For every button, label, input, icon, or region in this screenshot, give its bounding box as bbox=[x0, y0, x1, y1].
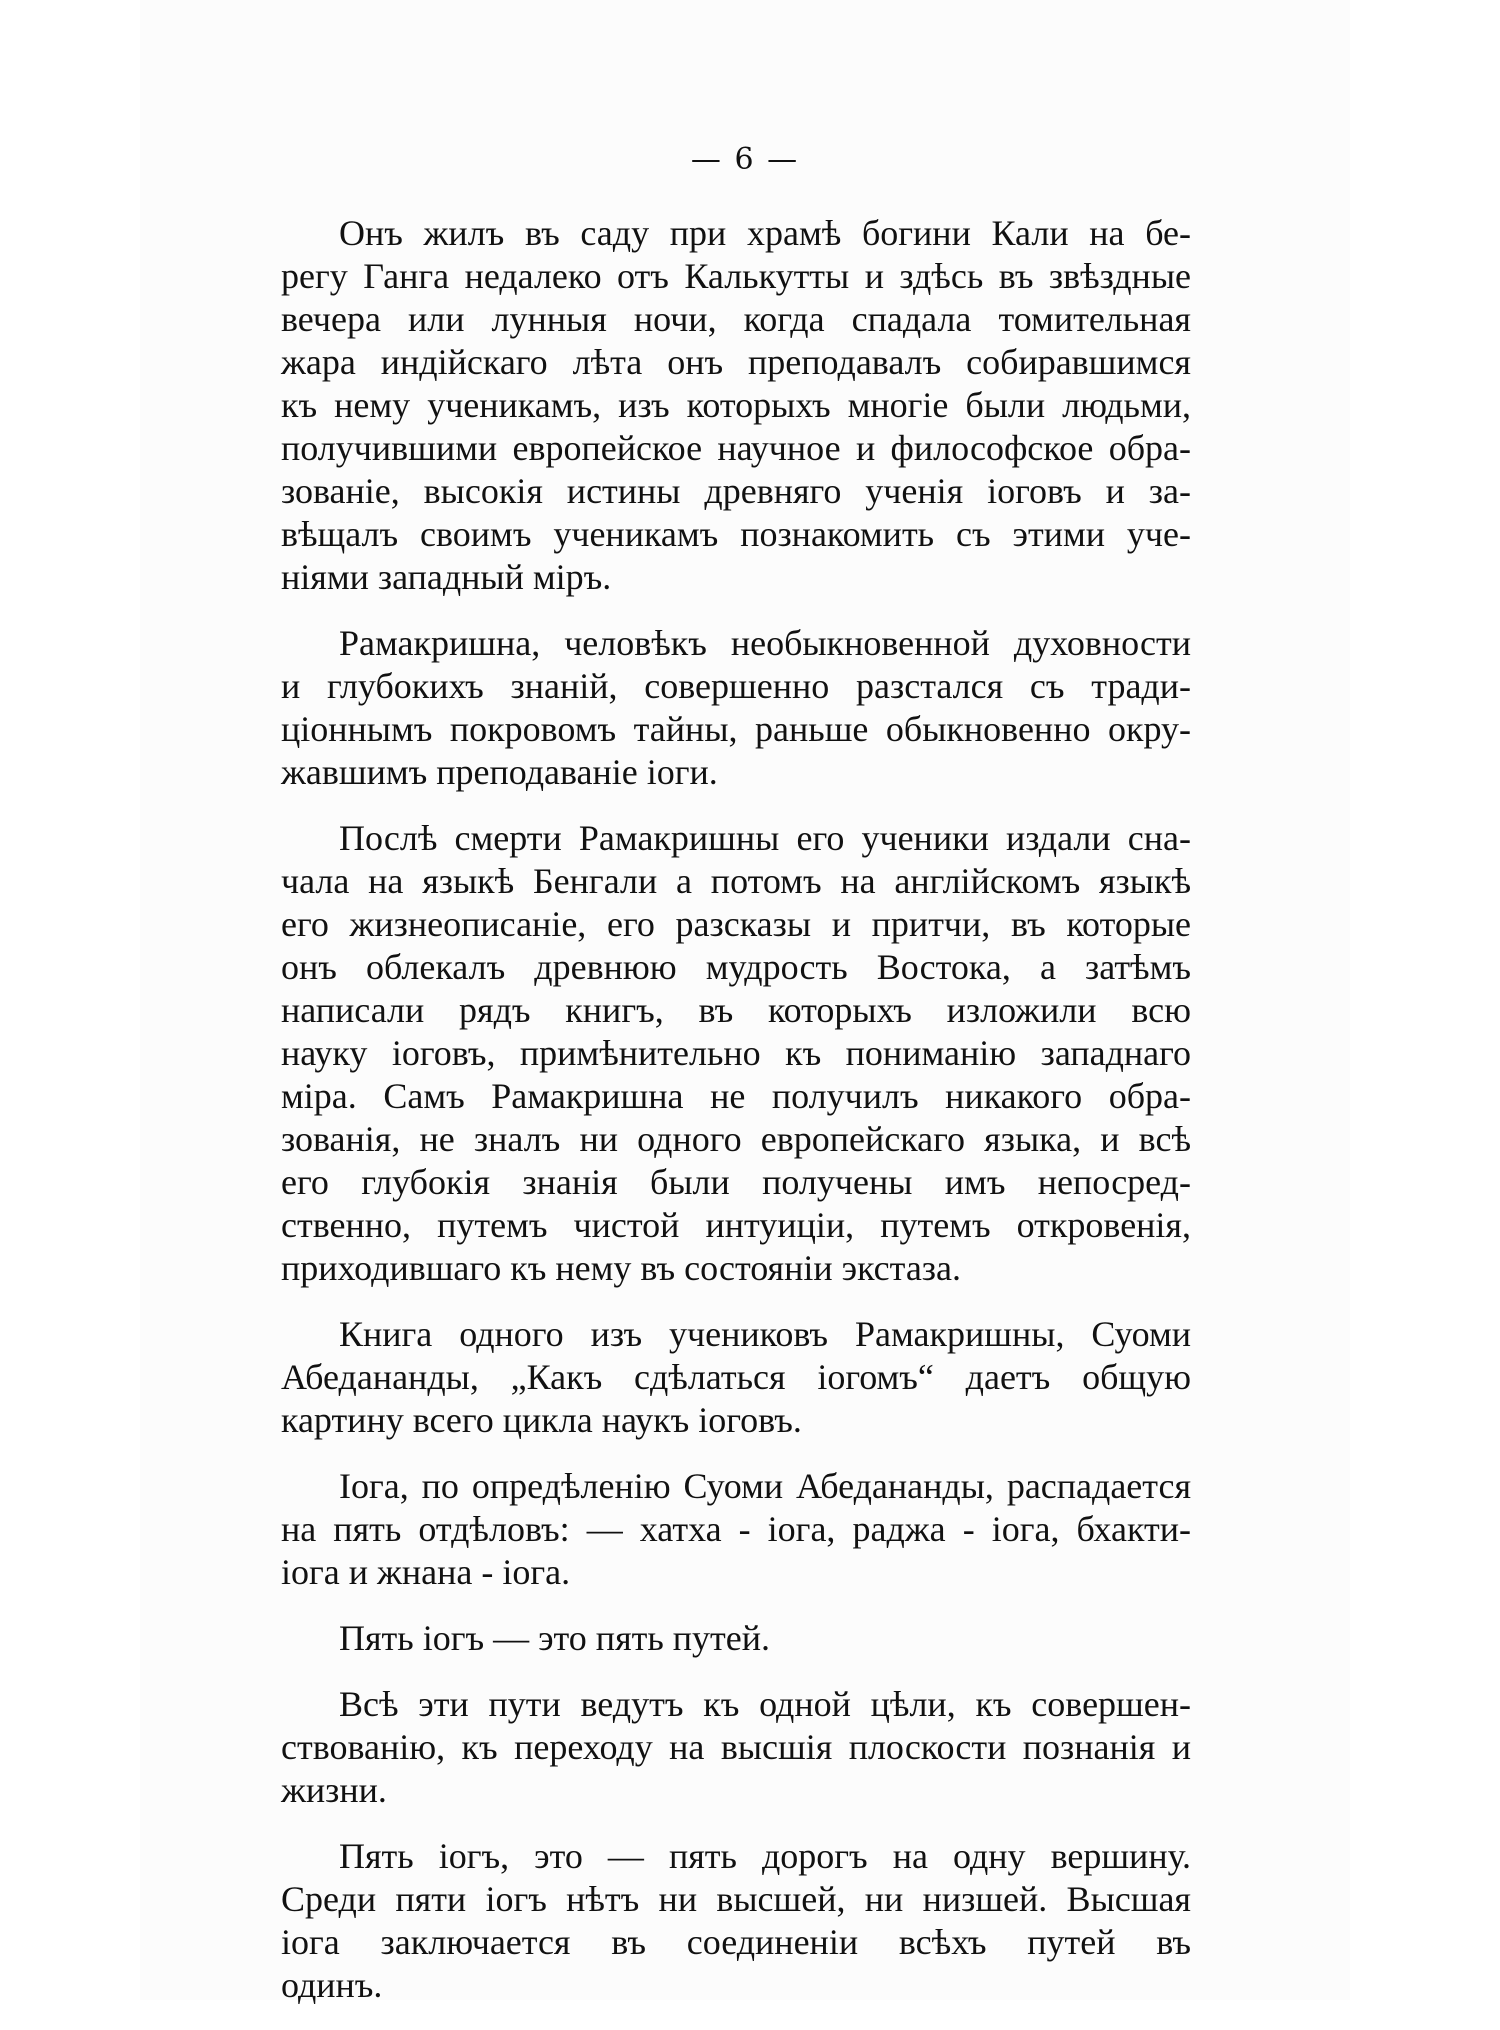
book-page bbox=[140, 0, 1350, 2005]
text-line: зованія, не зналъ ни одного европейскаго языка, и всѣ bbox=[281, 1119, 1191, 1159]
paragraph bbox=[281, 1835, 1191, 2007]
text-line: къ нему ученикамъ, изъ которыхъ многіе были людьми, bbox=[281, 385, 1191, 425]
paragraph bbox=[281, 1465, 1191, 1594]
paragraph bbox=[281, 212, 1191, 599]
text-line: одинъ. bbox=[281, 1965, 383, 2005]
text-line: Абедананды, „Какъ сдѣлаться іогомъ“ даетъ общую bbox=[281, 1357, 1191, 1397]
text-line: Пять іогъ — это пять путей. bbox=[339, 1618, 771, 1658]
text-line: міра. Самъ Рамакришна не получилъ никакого обра- bbox=[281, 1076, 1191, 1116]
text-line: зованіе, высокія истины древняго ученія іоговъ и за- bbox=[281, 471, 1191, 511]
body-text bbox=[281, 212, 1191, 2030]
paragraph bbox=[281, 1617, 1191, 1660]
text-line: регу Ганга недалеко отъ Калькутты и здѣсь въ звѣздные bbox=[281, 256, 1191, 296]
text-line: картину всего цикла наукъ іоговъ. bbox=[281, 1400, 802, 1440]
text-line: чала на языкѣ Бенгали а потомъ на англійскомъ языкѣ bbox=[281, 861, 1191, 901]
page-number: — 6 — bbox=[690, 142, 800, 177]
paragraph bbox=[281, 1683, 1191, 1812]
text-line: его жизнеописаніе, его разсказы и притчи, въ которые bbox=[281, 904, 1191, 944]
paragraph bbox=[281, 622, 1191, 794]
text-line: Пять іогъ, это — пять дорогъ на одну вершину. bbox=[339, 1836, 1191, 1876]
text-line: жара индійскаго лѣта онъ преподавалъ собиравшимся bbox=[281, 342, 1191, 382]
text-line: ніями западный міръ. bbox=[281, 557, 612, 597]
text-line: получившими европейское научное и философское обра- bbox=[281, 428, 1191, 468]
text-line: и глубокихъ знаній, совершенно разстался съ тради- bbox=[281, 666, 1191, 706]
paragraph bbox=[281, 1313, 1191, 1442]
text-line: жизни. bbox=[281, 1770, 387, 1810]
text-line: на пять отдѣловъ: — хатха - іога, раджа - іога, бхакти- bbox=[281, 1509, 1191, 1549]
paragraph bbox=[281, 817, 1191, 1290]
text-line: іога заключается въ соединеніи всѣхъ путей въ bbox=[281, 1922, 1191, 1962]
text-line: науку іоговъ, примѣнительно къ пониманію западнаго bbox=[281, 1033, 1191, 1073]
text-line: написали рядъ книгъ, въ которыхъ изложили всю bbox=[281, 990, 1191, 1030]
text-line: ціоннымъ покровомъ тайны, раньше обыкновенно окру- bbox=[281, 709, 1191, 749]
text-line: жавшимъ преподаваніе іоги. bbox=[281, 752, 718, 792]
text-line: ствованію, къ переходу на высшія плоскости познанія и bbox=[281, 1727, 1191, 1767]
text-line: Послѣ смерти Рамакришны его ученики издали сна- bbox=[339, 818, 1191, 858]
text-line: онъ облекалъ древнюю мудрость Востока, а затѣмъ bbox=[281, 947, 1191, 987]
text-line: Рамакришна, человѣкъ необыкновенной духовности bbox=[339, 623, 1191, 663]
text-line: Среди пяти іогъ нѣтъ ни высшей, ни низшей. Высшая bbox=[281, 1879, 1191, 1919]
text-line: вечера или лунныя ночи, когда спадала томительная bbox=[281, 299, 1191, 339]
text-line: приходившаго къ нему въ состояніи экстаза. bbox=[281, 1248, 962, 1288]
text-line: Всѣ эти пути ведутъ къ одной цѣли, къ совершен- bbox=[339, 1684, 1191, 1724]
text-line: Іога, по опредѣленію Суоми Абедананды, распадается bbox=[339, 1466, 1191, 1506]
text-line: его глубокія знанія были получены имъ непосред- bbox=[281, 1162, 1191, 1202]
text-line: Онъ жилъ въ саду при храмѣ богини Кали на бе- bbox=[339, 213, 1191, 253]
text-line: Книга одного изъ учениковъ Рамакришны, Суоми bbox=[339, 1314, 1191, 1354]
text-line: вѣщалъ своимъ ученикамъ познакомить съ этими уче- bbox=[281, 514, 1191, 554]
text-line: іога и жнана - іога. bbox=[281, 1552, 571, 1592]
text-line: ственно, путемъ чистой интуиціи, путемъ откровенія, bbox=[281, 1205, 1191, 1245]
